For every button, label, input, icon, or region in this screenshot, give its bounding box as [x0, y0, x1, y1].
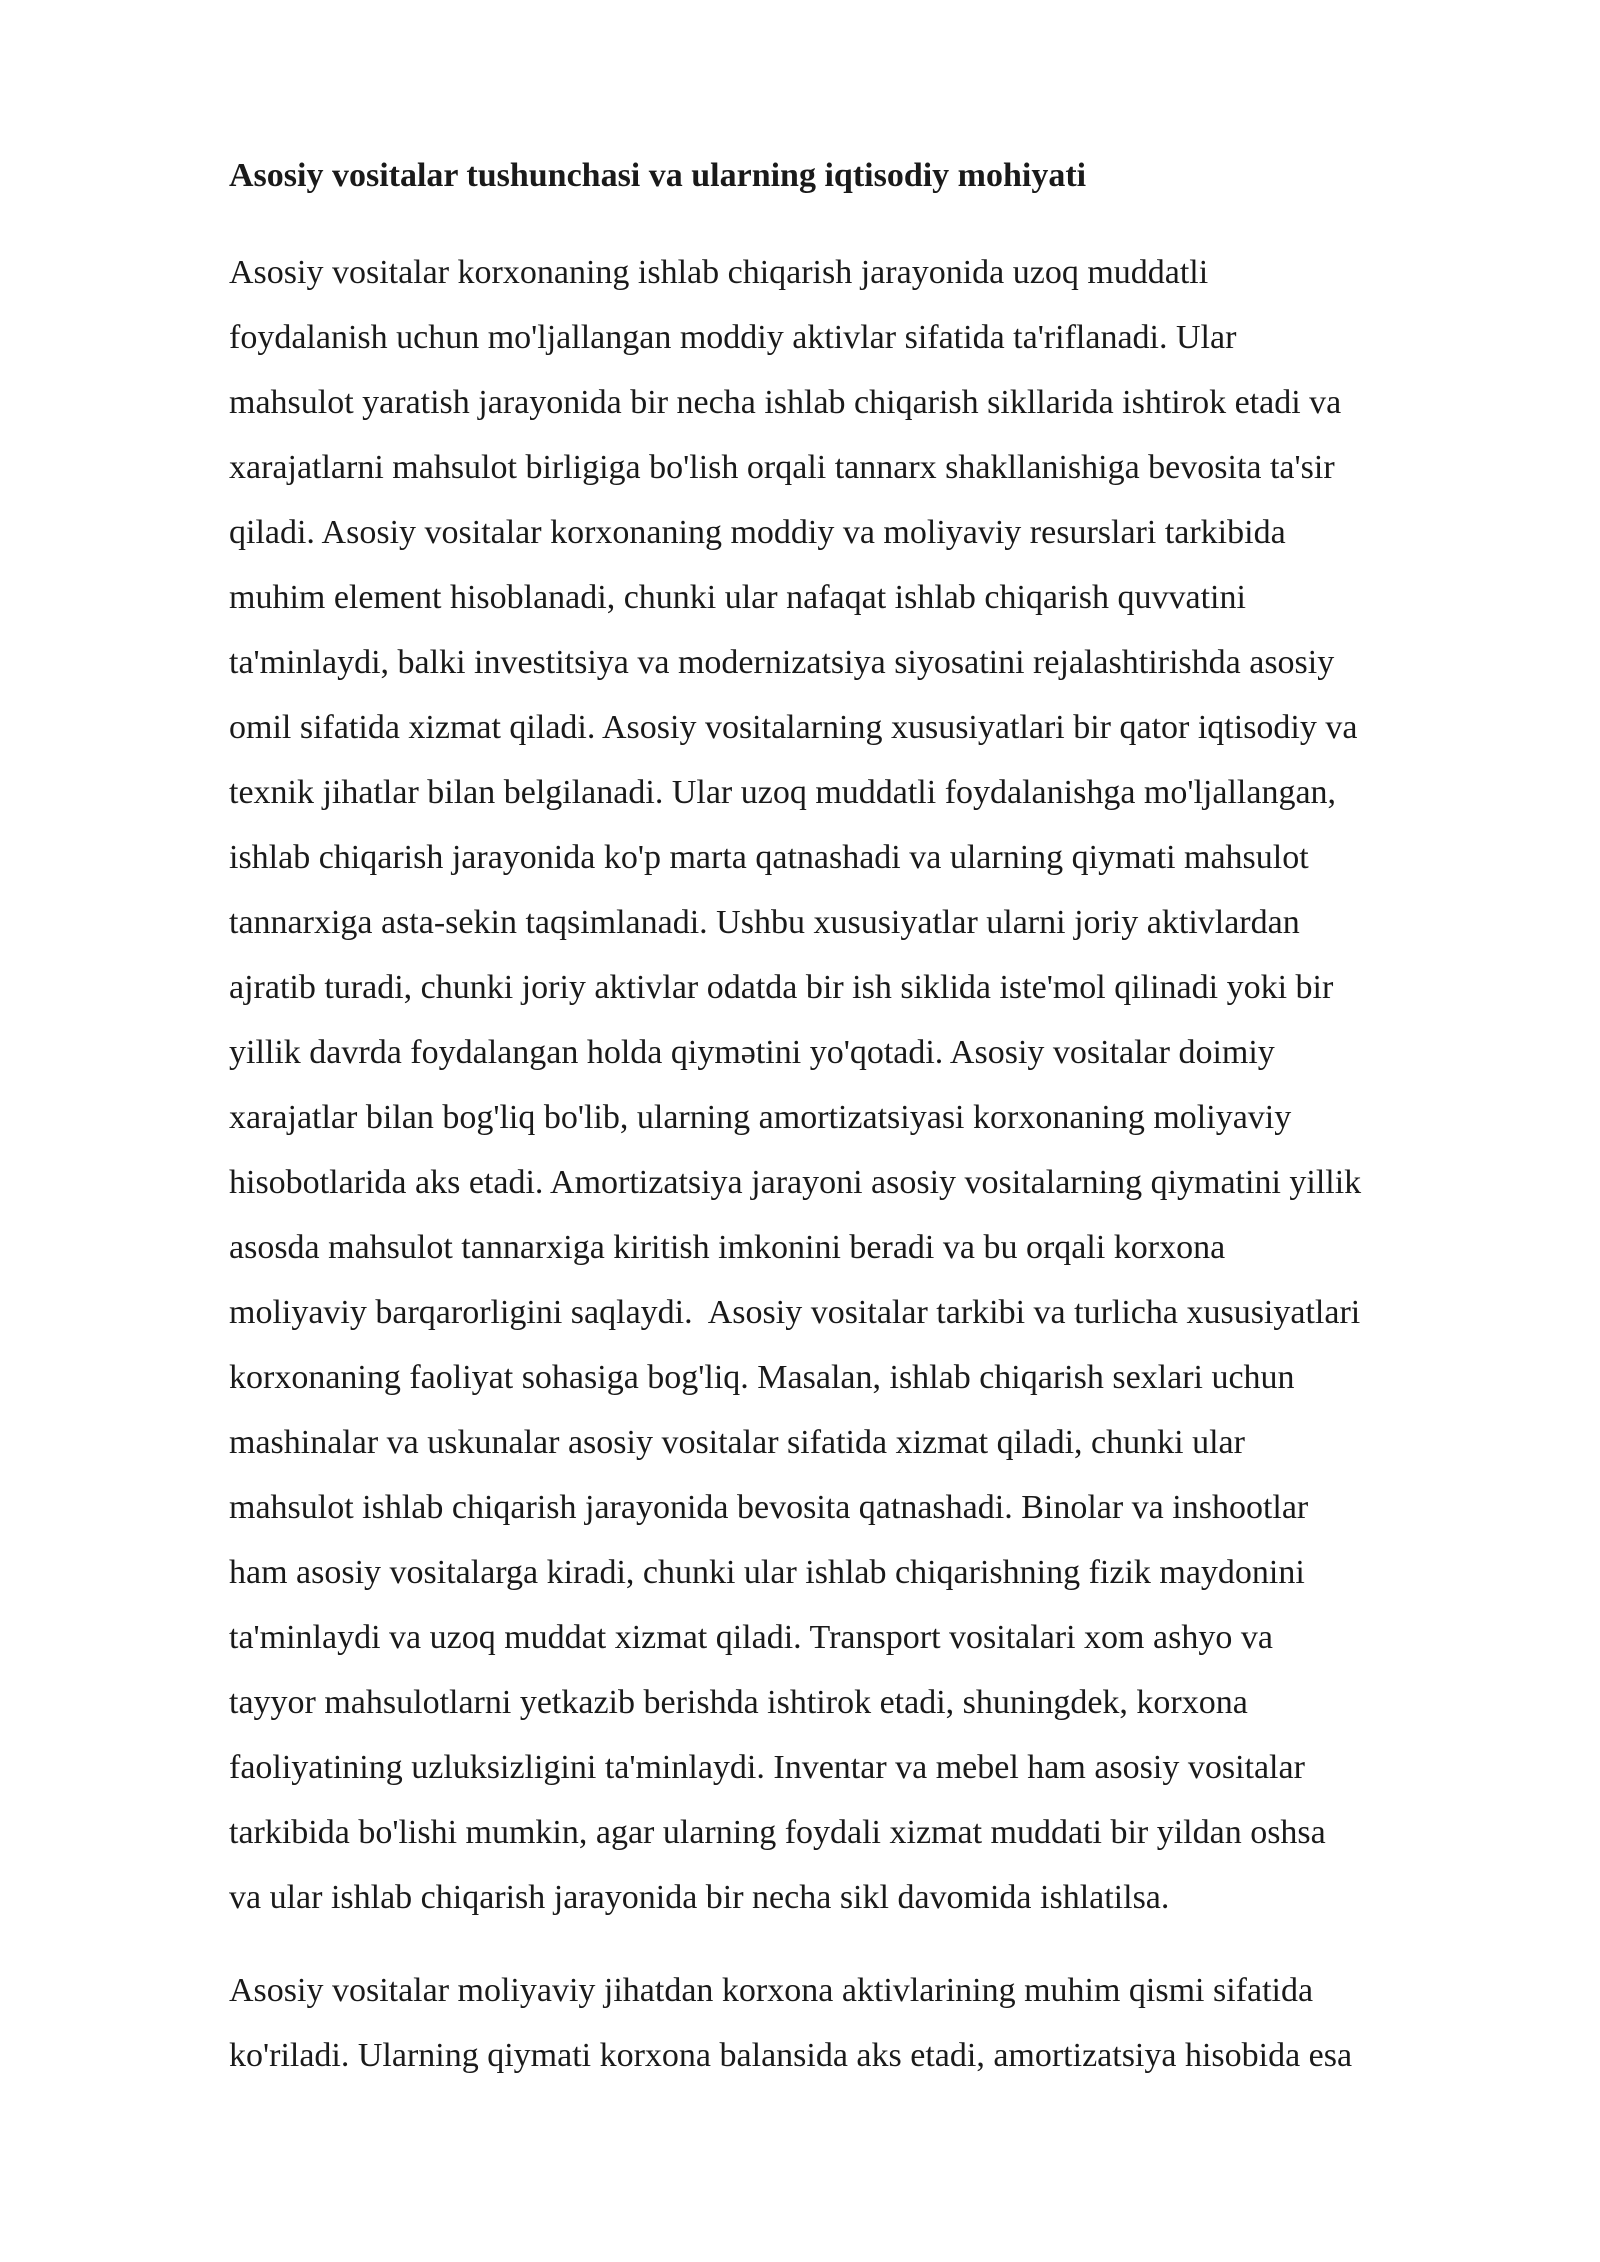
- paragraph: [229, 240, 1491, 1930]
- text-line: mahsulot ishlab chiqarish jarayonida bevosita qatnashadi. Binolar va inshootlar: [229, 1489, 1309, 1526]
- text-line: yillik davrda foydalangan holda qiymətini yo'qotadi. Asosiy vositalar doimiy: [229, 1034, 1275, 1071]
- text-line: tarkibida bo'lishi mumkin, agar ularning foydali xizmat muddati bir yildan oshsa: [229, 1814, 1326, 1851]
- text-line: ta'minlaydi va uzoq muddat xizmat qiladi. Transport vositalari xom ashyo va: [229, 1619, 1273, 1656]
- document-body: [229, 150, 1491, 2088]
- text-line: foydalanish uchun mo'ljallangan moddiy aktivlar sifatida ta'riflanadi. Ular: [229, 319, 1237, 356]
- text-line: asosda mahsulot tannarxiga kiritish imkonini beradi va bu orqali korxona: [229, 1229, 1226, 1266]
- text-line: ta'minlaydi, balki investitsiya va modernizatsiya siyosatini rejalashtirishda asosiy: [229, 644, 1335, 681]
- text-line: xarajatlar bilan bog'liq bo'lib, ularning amortizatsiyasi korxonaning moliyaviy: [229, 1099, 1292, 1136]
- text-line: ishlab chiqarish jarayonida ko'p marta qatnashadi va ularning qiymati mahsulot: [229, 839, 1309, 876]
- document-title: Asosiy vositalar tushunchasi va ularning iqtisodiy mohiyati: [229, 157, 1087, 194]
- text-line: xarajatlarni mahsulot birligiga bo'lish orqali tannarx shakllanishiga bevosita ta'sir: [229, 449, 1335, 486]
- text-line: korxonaning faoliyat sohasiga bog'liq. Masalan, ishlab chiqarish sexlari uchun: [229, 1359, 1295, 1396]
- text-line: tannarxiga asta-sekin taqsimlanadi. Ushbu xususiyatlar ularni joriy aktivlardan: [229, 904, 1300, 941]
- text-line: ajratib turadi, chunki joriy aktivlar odatda bir ish siklida iste'mol qilinadi yoki bir: [229, 969, 1334, 1006]
- text-line: va ular ishlab chiqarish jarayonida bir necha sikl davomida ishlatilsa.: [229, 1879, 1170, 1916]
- text-line: Asosiy vositalar moliyaviy jihatdan korxona aktivlarining muhim qismi sifatida: [229, 1972, 1314, 2009]
- text-line: omil sifatida xizmat qiladi. Asosiy vositalarning xususiyatlari bir qator iqtisodiy va: [229, 709, 1358, 746]
- paragraph: [229, 1958, 1491, 2088]
- text-line: hisobotlarida aks etadi. Amortizatsiya jarayoni asosiy vositalarning qiymatini yillik: [229, 1164, 1362, 1201]
- text-line: qiladi. Asosiy vositalar korxonaning moddiy va moliyaviy resurslari tarkibida: [229, 514, 1286, 551]
- text-line: mahsulot yaratish jarayonida bir necha ishlab chiqarish sikllarida ishtirok etadi va: [229, 384, 1342, 421]
- text-line: ham asosiy vositalarga kiradi, chunki ular ishlab chiqarishning fizik maydonini: [229, 1554, 1305, 1591]
- text-line: ko'riladi. Ularning qiymati korxona balansida aks etadi, amortizatsiya hisobida esa: [229, 2037, 1353, 2074]
- text-line: texnik jihatlar bilan belgilanadi. Ular uzoq muddatli foydalanishga mo'ljallangan,: [229, 774, 1337, 811]
- text-line: mashinalar va uskunalar asosiy vositalar sifatida xizmat qiladi, chunki ular: [229, 1424, 1245, 1461]
- paragraph-list: [229, 240, 1491, 2088]
- text-line: moliyaviy barqarorligini saqlaydi. Asosiy vositalar tarkibi va turlicha xususiyatlari: [229, 1294, 1361, 1331]
- text-line: tayyor mahsulotlarni yetkazib berishda ishtirok etadi, shuningdek, korxona: [229, 1684, 1248, 1721]
- text-line: faoliyatining uzluksizligini ta'minlaydi. Inventar va mebel ham asosiy vositalar: [229, 1749, 1305, 1786]
- text-line: muhim element hisoblanadi, chunki ular nafaqat ishlab chiqarish quvvatini: [229, 579, 1246, 616]
- text-line: Asosiy vositalar korxonaning ishlab chiqarish jarayonida uzoq muddatli: [229, 254, 1209, 291]
